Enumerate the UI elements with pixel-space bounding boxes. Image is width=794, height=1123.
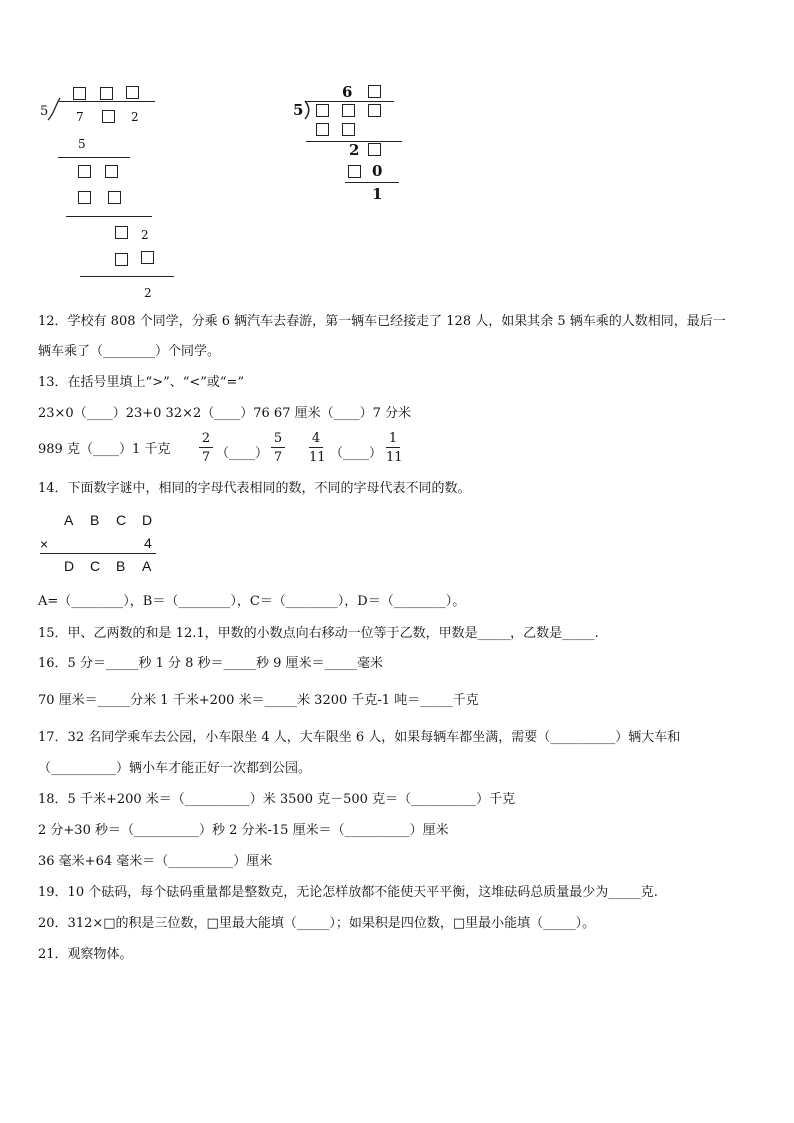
product-line	[40, 553, 156, 554]
compare-blank[interactable]: （____）	[216, 446, 269, 461]
q16-row1: 16．5 分＝_____秒 1 分 8 秒＝_____秒 9 厘米＝_____毫米	[38, 656, 384, 671]
quotient-digit: 6	[342, 83, 353, 101]
division2-vinculum	[306, 101, 394, 102]
division1-vinculum	[59, 101, 155, 102]
q17-line1: 17．32 名同学乘车去公园，小车限坐 4 人，大车限坐 6 人，如果每辆车都坐满，需要（__________）辆大车和	[38, 730, 681, 745]
step-blank-box[interactable]	[78, 191, 91, 204]
fraction: 4 11	[309, 431, 326, 465]
step-blank-box[interactable]	[78, 165, 91, 178]
step-line	[66, 216, 152, 217]
q16-row2: 70 厘米＝_____分米 1 千米+200 米＝_____米 3200 千克-1 吨＝_____千克	[38, 693, 479, 708]
letter: B	[90, 512, 100, 528]
fraction: 2 7	[199, 431, 213, 465]
step-blank-box[interactable]	[368, 143, 381, 156]
q14-title: 14．下面数字谜中，相同的字母代表相同的数，不同的字母代表不同的数。	[38, 481, 471, 496]
step-blank-box[interactable]	[105, 165, 118, 178]
step-blank-box[interactable]	[115, 226, 128, 239]
step-blank-box[interactable]	[108, 191, 121, 204]
step-digit: 0	[372, 162, 383, 180]
dividend-digit: 7	[76, 110, 84, 124]
step-blank-box[interactable]	[115, 253, 128, 266]
q14-answer: A=（________），B＝（________），C＝（________），D＝（________）。	[38, 594, 466, 609]
dividend-digit: 2	[131, 110, 139, 124]
step-blank-box[interactable]	[348, 165, 361, 178]
remainder: 1	[372, 185, 383, 203]
fraction: 5 7	[271, 431, 285, 465]
step-digit: 2	[349, 141, 360, 159]
step-blank-box[interactable]	[342, 123, 355, 136]
dividend-blank-box[interactable]	[316, 104, 329, 117]
q13-row1: 23×0（____）23+0 32×2（____）76 67 厘米（____）7 分米	[38, 406, 412, 421]
q20: 20．312×□的积是三位数，□里最大能填（_____）；如果积是四位数，□里最小能填（_____）。	[38, 916, 596, 931]
letter: D	[64, 558, 75, 574]
step-blank-box[interactable]	[316, 123, 329, 136]
quotient-blank-box[interactable]	[100, 87, 113, 100]
quotient-blank-box[interactable]	[73, 87, 86, 100]
quotient-blank-box[interactable]	[126, 86, 139, 99]
quotient-blank-box[interactable]	[368, 85, 381, 98]
step1-value: 5	[78, 137, 86, 151]
division2-bracket	[302, 99, 314, 121]
dividend-blank-box[interactable]	[368, 104, 381, 117]
remainder: 2	[144, 286, 152, 300]
q12-line2: 辆车乘了（________）个同学。	[38, 344, 221, 359]
letter: C	[90, 558, 101, 574]
dividend-blank-box[interactable]	[342, 104, 355, 117]
q19: 19．10 个砝码，每个砝码重量都是整数克，无论怎样放都不能使天平平衡，这堆砝码总质量最少为_____克.	[38, 885, 658, 900]
letter: A	[142, 558, 152, 574]
fraction: 1 11	[386, 431, 403, 465]
letter: D	[142, 512, 153, 528]
letter: C	[116, 512, 127, 528]
division1-divisor: 5	[40, 104, 49, 119]
times-sign: ×	[40, 536, 49, 552]
q13-row2-text: 989 克（____）1 千克	[38, 442, 171, 457]
division1-bracket	[46, 96, 64, 122]
q18-row2: 2 分+30 秒＝（__________）秒 2 分米-15 厘米＝（__________）厘米	[38, 823, 449, 838]
step-blank-box[interactable]	[141, 251, 154, 264]
letter: B	[116, 558, 126, 574]
step-line	[58, 157, 130, 158]
letter: A	[64, 512, 74, 528]
q17-line2: （__________）辆小车才能正好一次都到公园。	[38, 761, 312, 776]
compare-blank[interactable]: （____）	[330, 446, 383, 461]
q13-title: 13．在括号里填上“>”、“<”或“=”	[38, 375, 245, 390]
q15: 15．甲、乙两数的和是 12.1，甲数的小数点向右移动一位等于乙数，甲数是_____，乙数是_____.	[38, 626, 599, 641]
dividend-blank-box[interactable]	[102, 110, 115, 123]
q21: 21．观察物体。	[38, 947, 133, 962]
step-digit: 2	[141, 228, 149, 242]
division2-divisor: 5	[293, 101, 304, 119]
step-line	[345, 182, 399, 183]
step-line	[80, 276, 174, 277]
q12-line1: 12．学校有 808 个同学，分乘 6 辆汽车去春游，第一辆车已经接走了 128 人，如果其余 5 辆车乘的人数相同，最后一	[38, 314, 726, 329]
q18-row3: 36 毫米+64 毫米＝（__________）厘米	[38, 854, 273, 869]
multiplier: 4	[144, 535, 152, 551]
q18-row1: 18．5 千米+200 米＝（__________）米 3500 克－500 克＝（__________）千克	[38, 792, 516, 807]
